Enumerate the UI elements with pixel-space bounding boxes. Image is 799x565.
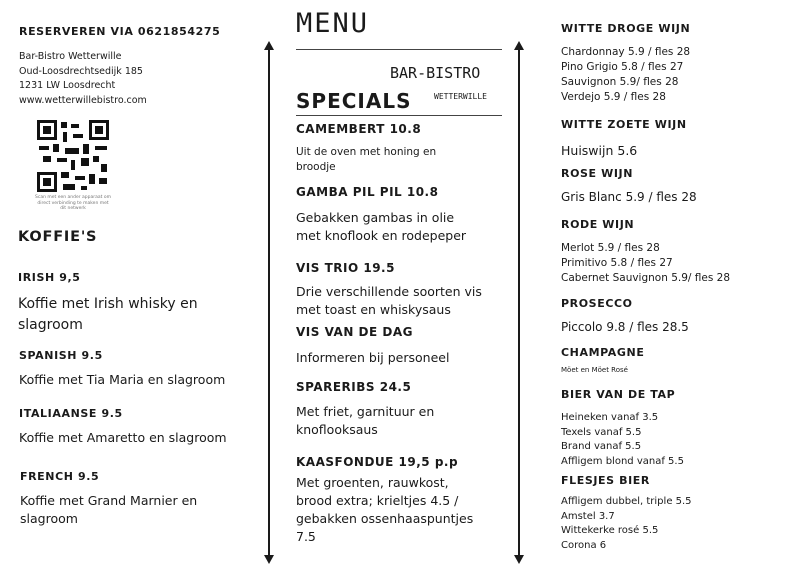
beer-item: Amstel 3.7 <box>561 510 615 522</box>
section-title: FLESJES BIER <box>561 474 650 487</box>
wine-item: Chardonnay 5.9 / fles 28 <box>561 46 691 58</box>
beer-item: Corona 6 <box>561 539 607 551</box>
wine-item: Möet en Möet Rosé <box>561 366 628 374</box>
wine-item: Huiswijn 5.6 <box>561 143 638 158</box>
section-title: CHAMPAGNE <box>561 346 645 359</box>
koffie-desc: Koffie met Tia Maria en slagroom <box>19 372 226 387</box>
qr-caption: Scan met een ander apparaat om direct verbinding te maken met dit netwerk <box>35 195 111 211</box>
wine-list <box>561 241 730 286</box>
arrow-down-icon <box>514 555 524 564</box>
wine-item: Sauvignon 5.9/ fles 28 <box>561 76 679 88</box>
koffie-name: ITALIAANSE 9.5 <box>19 407 123 420</box>
specials-rule <box>296 115 502 116</box>
wine-list <box>561 45 690 105</box>
wine-item: Cabernet Sauvignon 5.9/ fles 28 <box>561 272 731 284</box>
address-street: Oud-Loosdrechtsedijk 185 <box>19 65 143 77</box>
beer-item: Affligem blond vanaf 5.5 <box>561 455 684 467</box>
section-title: WITTE ZOETE WIJN <box>561 118 687 131</box>
special-desc: Met groenten, rauwkost, brood extra; krieltjes 4.5 / gebakken ossenhaaspuntjes 7.5 <box>296 475 474 544</box>
wine-item: Piccolo 9.8 / fles 28.5 <box>561 320 689 334</box>
special-name: VIS TRIO 19.5 <box>296 261 395 275</box>
special-desc: Informeren bij personeel <box>296 350 450 365</box>
beer-item: Texels vanaf 5.5 <box>561 426 642 438</box>
brand-subtitle: WETTERWILLE <box>434 92 487 101</box>
section-title: ROSE WIJN <box>561 167 634 180</box>
koffie-desc: Koffie met Amaretto en slagroom <box>19 430 227 445</box>
beer-list <box>561 411 684 469</box>
arrow-down-icon <box>264 555 274 564</box>
beer-item: Wittekerke rosé 5.5 <box>561 525 659 536</box>
special-desc: Gebakken gambas in olie met knoflook en rodepeper <box>296 210 467 243</box>
address-city: 1231 LW Loosdrecht <box>19 80 116 91</box>
title-rule <box>296 49 502 50</box>
divider-line <box>518 49 520 556</box>
beer-item: Affligem dubbel, triple 5.5 <box>561 496 692 507</box>
special-name: SPARERIBS 24.5 <box>296 380 412 394</box>
address-name: Bar-Bistro Wetterwille <box>19 51 122 62</box>
special-name: VIS VAN DE DAG <box>296 325 413 339</box>
special-desc: Uit de oven met honing en broodje <box>296 146 437 173</box>
beer-item: Heineken vanaf 3.5 <box>561 412 659 423</box>
qr-code <box>37 120 109 192</box>
koffie-desc: Koffie met Grand Marnier en slagroom <box>20 493 198 526</box>
website-link[interactable]: www.wetterwillebistro.com <box>19 94 147 106</box>
koffie-name: IRISH 9,5 <box>18 271 81 284</box>
beer-item: Brand vanaf 5.5 <box>561 441 642 452</box>
beer-list <box>561 495 692 553</box>
koffie-name: SPANISH 9.5 <box>19 349 103 362</box>
special-name: GAMBA PIL PIL 10.8 <box>296 185 439 199</box>
wine-item: Verdejo 5.9 / fles 28 <box>561 91 666 103</box>
koffies-title: KOFFIE'S <box>18 229 98 245</box>
address-block <box>19 50 147 108</box>
section-title: PROSECCO <box>561 297 633 310</box>
specials-title: SPECIALS <box>296 89 412 113</box>
special-desc: Drie verschillende soorten vis met toast en whiskysaus <box>296 284 482 317</box>
section-title: RODE WIJN <box>561 218 635 231</box>
wine-item: Merlot 5.9 / fles 28 <box>561 242 660 254</box>
reservation-header: RESERVEREN VIA 0621854275 <box>19 25 221 38</box>
special-name: CAMEMBERT 10.8 <box>296 122 422 136</box>
divider-line <box>268 49 270 556</box>
special-name: KAASFONDUE 19,5 p.p <box>296 455 459 469</box>
menu-title: MENU <box>296 8 370 39</box>
wine-item: Primitivo 5.8 / fles 27 <box>561 257 673 269</box>
special-desc: Met friet, garnituur en knoflooksaus <box>296 404 435 437</box>
koffie-desc: Koffie met Irish whisky en slagroom <box>18 296 198 333</box>
section-title: WITTE DROGE WIJN <box>561 22 691 35</box>
section-title: BIER VAN DE TAP <box>561 388 676 401</box>
brand-name: BAR-BISTRO <box>390 64 481 82</box>
koffie-name: FRENCH 9.5 <box>20 470 100 483</box>
wine-item: Pino Grigio 5.8 / fles 27 <box>561 61 684 73</box>
wine-item: Gris Blanc 5.9 / fles 28 <box>561 190 697 204</box>
